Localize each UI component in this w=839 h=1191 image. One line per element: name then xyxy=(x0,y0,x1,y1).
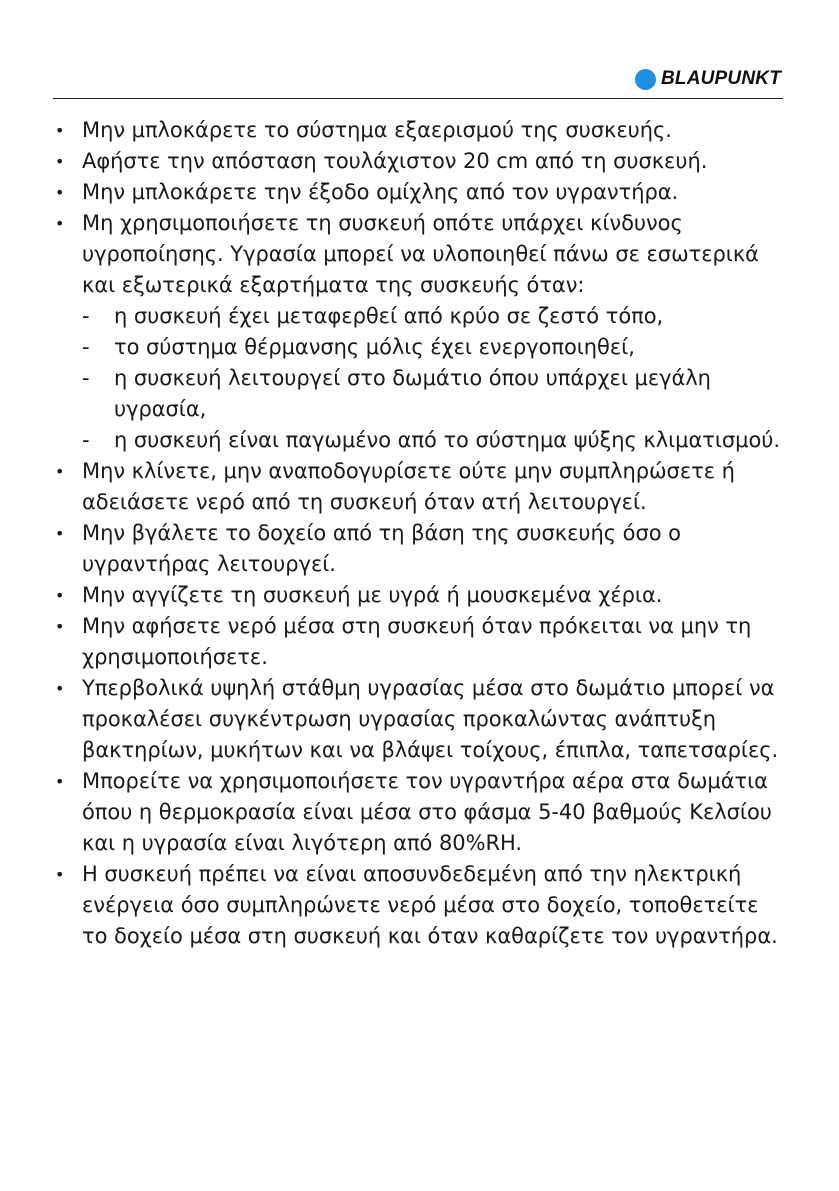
safety-instructions xyxy=(55,115,785,952)
list-item-text: Μην μπλοκάρετε το σύστημα εξαερισμού της συσκευής. xyxy=(82,118,672,142)
list-item-text: Μην κλίνετε, μην αναποδογυρίσετε ούτε μην συμπληρώσετε ή αδειάσετε νερό από τη συσκευή όταν ατή λειτουργεί. xyxy=(82,459,735,514)
dash: - xyxy=(82,428,90,452)
list-item xyxy=(55,580,785,611)
brand-dot-icon xyxy=(635,69,656,90)
list-item xyxy=(55,456,785,518)
sub-list-item xyxy=(55,363,785,425)
bullet: • xyxy=(55,121,65,140)
sub-list-item-text: η συσκευή έχει μεταφερθεί από κρύο σε ζεστό τόπο, xyxy=(114,304,664,328)
bullet: • xyxy=(55,524,65,543)
list-item-text: Μη χρησιμοποιήσετε τη συσκευή οπότε υπάρχει κίνδυνος υγροποίησης. Υγρασία μπορεί να υλοποιηθεί πάνω σε εσωτερικά και εξωτερικά εξαρτήματα της συσκευής όταν: xyxy=(82,211,759,297)
list-item xyxy=(55,611,785,673)
page-header xyxy=(53,62,783,99)
sub-list-item xyxy=(55,425,785,456)
list-item xyxy=(55,177,785,208)
bullet: • xyxy=(55,152,65,171)
brand-name: BLAUPUNKT xyxy=(660,68,781,89)
sub-list-item-text: η συσκευή είναι παγωμένο από το σύστημα ψύξης κλιματισμού. xyxy=(114,428,781,452)
bullet: • xyxy=(55,462,65,481)
dash: - xyxy=(82,335,90,359)
brand-logo xyxy=(635,68,781,90)
list-item xyxy=(55,146,785,177)
list-item xyxy=(55,115,785,146)
list-item xyxy=(55,766,785,859)
bullet: • xyxy=(55,772,65,791)
bullet: • xyxy=(55,679,65,698)
bullet: • xyxy=(55,214,65,233)
list-item xyxy=(55,518,785,580)
sub-list-item xyxy=(55,332,785,363)
list-item-text: Η συσκευή πρέπει να είναι αποσυνδεδεμένη από την ηλεκτρική ενέργεια όσο συμπληρώνετε νερό μέσα στο δοχείο, τοποθετείτε το δοχείο μέσα στη συσκευή και όταν καθαρίζετε τον υγραντήρα. xyxy=(82,862,778,948)
bullet: • xyxy=(55,617,65,636)
list-item-text: Μην μπλοκάρετε την έξοδο ομίχλης από τον υγραντήρα. xyxy=(82,180,679,204)
sub-list-item-text: το σύστημα θέρμανσης μόλις έχει ενεργοποιηθεί, xyxy=(114,335,635,359)
dash: - xyxy=(82,366,90,390)
dash: - xyxy=(82,304,90,328)
list-item-text: Αφήστε την απόσταση τουλάχιστον 20 cm από τη συσκευή. xyxy=(82,149,708,173)
sub-list-item-text: η συσκευή λειτουργεί στο δωμάτιο όπου υπάρχει μεγάλη υγρασία, xyxy=(114,366,711,421)
list-item-text: Υπερβολικά υψηλή στάθμη υγρασίας μέσα στο δωμάτιο μπορεί να προκαλέσει συγκέντρωση υγρασίας προκαλώντας ανάπτυξη βακτηρίων, μυκήτων και να βλάψει τοίχους, έπιπλα, ταπετσαρίες. xyxy=(82,676,779,762)
list-item-text: Μην αφήσετε νερό μέσα στη συσκευή όταν πρόκειται να μην τη χρησιμοποιήσετε. xyxy=(82,614,752,669)
list-item xyxy=(55,673,785,766)
list-item xyxy=(55,208,785,301)
bullet: • xyxy=(55,865,65,884)
bullet: • xyxy=(55,586,65,605)
list-item-text: Μπορείτε να χρησιμοποιήσετε τον υγραντήρα αέρα στα δωμάτια όπου η θερμοκρασία είναι μέσα στο φάσμα 5-40 βαθμούς Κελσίου και η υγρασία είναι λιγότερη από 80%RH. xyxy=(82,769,772,855)
bullet: • xyxy=(55,183,65,202)
sub-list-item xyxy=(55,301,785,332)
list-item-text: Μην βγάλετε το δοχείο από τη βάση της συσκευής όσο ο υγραντήρας λειτουργεί. xyxy=(82,521,681,576)
list-item xyxy=(55,859,785,952)
list-item-text: Μην αγγίζετε τη συσκευή με υγρά ή μουσκεμένα χέρια. xyxy=(82,583,663,607)
